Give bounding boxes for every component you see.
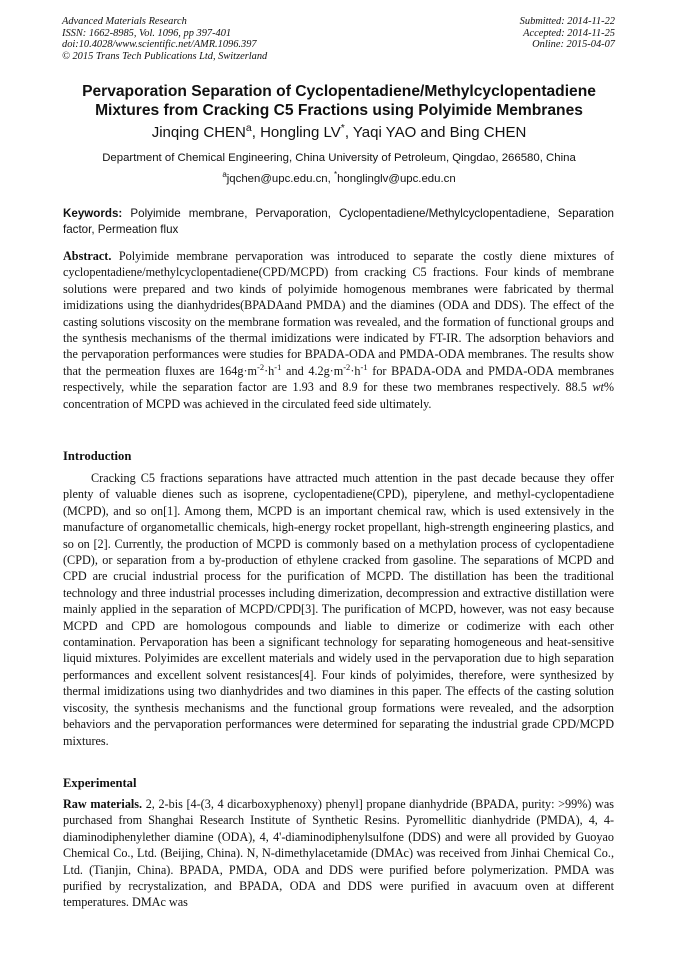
keywords-text: Polyimide membrane, Pervaporation, Cyclopentadiene/Methylcyclopentadiene, Separation factor, Permeation flux: [63, 207, 614, 236]
author-list: Jinqing CHEN$^a$, Hongling LV*, Yaqi YAO and Bing CHEN: [151, 122, 527, 141]
affiliation: Department of Chemical Engineering, China University of Petroleum, Qingdao, 266580, China: [102, 152, 576, 164]
email-1-mark: a: [222, 170, 227, 180]
email-1: jqchen@upc.edu.cn: [226, 173, 328, 185]
submitted-date: Submitted: 2014-11-22: [519, 16, 615, 27]
keywords-section: [63, 206, 614, 238]
author-emails: $^a$jqchen@upc.edu.cn, *honglinglv@upc.edu.cn: [222, 170, 456, 185]
title-line-2: Mixtures from Cracking C5 Fractions using Polyimide Membranes: [95, 102, 583, 119]
accepted-date: Accepted: 2014-11-25: [523, 27, 615, 39]
author-2-mark: *: [340, 122, 345, 134]
paper-title: [40, 82, 638, 120]
title-line-1: Pervaporation Separation of Cyclopentadiene/Methylcyclopentadiene: [82, 83, 596, 100]
email-2: honglinglv@upc.edu.cn: [337, 173, 456, 185]
raw-materials-label: Raw materials.: [63, 797, 143, 811]
raw-materials-text: 2, 2-bis [4-(3, 4 dicarboxyphenoxy) phenyl] propane dianhydride (BPADA, purity: >99%) was purchased from Shanghai Research Institute of Synthetic Resins. Pyromellitic dianhydride (PMDA), 4, 4-diaminodiphenylether diamine (ODA), 4, 4'-diaminodiphenylsulfone (DDS) and were all provided by Guoyao Chemical Co., Ltd. (Beijing, China). N, N-dimethylacetamide (DMAc) was received from Jinhai Chemical Co., Ltd. (Tianjin, China). BPADA, PMDA, ODA and DDS were purified before polymerization. PMDA was purified by recrystalization, and BPADA, ODA and DDS were purified in avacuum oven at different temperatures. DMAc was: [63, 797, 614, 910]
introduction-heading: Introduction: [63, 449, 132, 463]
doi-line: doi:10.4028/www.scientific.net/AMR.1096.397: [62, 39, 257, 51]
abstract-section: Abstract. Polyimide membrane pervaporation was introduced to separate the costly diene mixtures of cyclopentadiene/methylcyclopentadiene(CPD/MCPD) from cracking C5 fractions. Four kinds of membrane solutions were prepared and two kinds of polyimide homogenous membranes were fabricated by thermal imidizations using the dianhydrides(BPADAand PMDA) and the diamines (ODA and DDS). The effect of the casting solutions viscosity on the membrane formation was revealed, and the formation of functional groups and the synthesis mechanisms of the thermal imidizations were indicated by FT-IR. The adsorption behaviors and the pervaporation performances were studies for BPADA-ODA and PMDA-ODA membranes. The results show that the permeation fluxes are $164g\cdot m^{-2}\cdot h^{-1}$ and $4.2g\cdot m^{-2}\cdot h^{-1}$ for BPADA-ODA and PMDA-ODA membranes respectively, while the separation factor are 1.93 and 8.9 for these two membranes respectively. 88.5 wt% concentration of MCPD was achieved in the circulated feed side ultimately.: [63, 249, 615, 411]
copyright-line: © 2015 Trans Tech Publications Ltd, Switzerland: [62, 50, 268, 62]
online-date: Online: 2015-04-07: [532, 39, 615, 51]
journal-header-right: [520, 16, 615, 51]
raw-materials-paragraph: [63, 796, 614, 911]
issn-line: ISSN: 1662-8985, Vol. 1096, pp 397-401: [62, 27, 232, 39]
abstract-label: Abstract.: [63, 249, 112, 263]
author-2: Hongling LV: [260, 124, 341, 141]
journal-header-left: [62, 16, 267, 62]
email-2-mark: *: [333, 170, 338, 180]
author-1-mark: a: [245, 122, 252, 134]
other-authors: , Yaqi YAO and Bing CHEN: [344, 124, 527, 141]
introduction-paragraph: Cracking C5 fractions separations have attracted much attention in the past decade because they offer plenty of valuable dienes such as isoprene, cyclopentadiene(CPD), piperylene, and methyl-cyclopentadiene (MCPD), and so on[1]. Among them, MCPD is an important chemical raw, which is used extensively in the manufacture of organometallic chemicals, high-energy rocket propellant, high-strength engineering plastics, and so on [2]. Currently, the production of MCPD is commonly based on a methylation process of cyclopentadiene (CPD), or separation from a by-production of ethylene cracked from gasoline. The separations of MCPD and CPD are crucial industrial process for the purification of MCPD. The distillation has been the traditional technology and three industrial processes including dimerization, decompression and extractive distillation were mainly applied in the separation of MCPD/CPD[3]. The purification of MCPD, however, was not easy because MCPD and CPD are homologous compounds and liable to dimerize or codimerize with each other contamination. Pervaporation has been a significant technology for separating homogeneous and heat-sensitive liquid mixtures. Polyimides are excellent materials and widely used in the pervaporation due to high separation performances and excellent solvent resistances[4]. Four kinds of polyimides, therefore, were synthesized by thermal imidizations using two dianhydrides and two diamines in this paper. The effects of the casting solution viscosity, the synthesis mechanisms and the functional group formations were revealed, and the adsorption behaviors and the pervaporation performances were determined for separating the industrial grade CPD/MCPD mixtures.: [63, 471, 614, 748]
keywords-label: Keywords:: [63, 207, 123, 220]
experimental-heading: Experimental: [63, 776, 137, 790]
author-1: Jinqing CHEN: [151, 124, 246, 141]
journal-name: Advanced Materials Research: [62, 16, 187, 27]
